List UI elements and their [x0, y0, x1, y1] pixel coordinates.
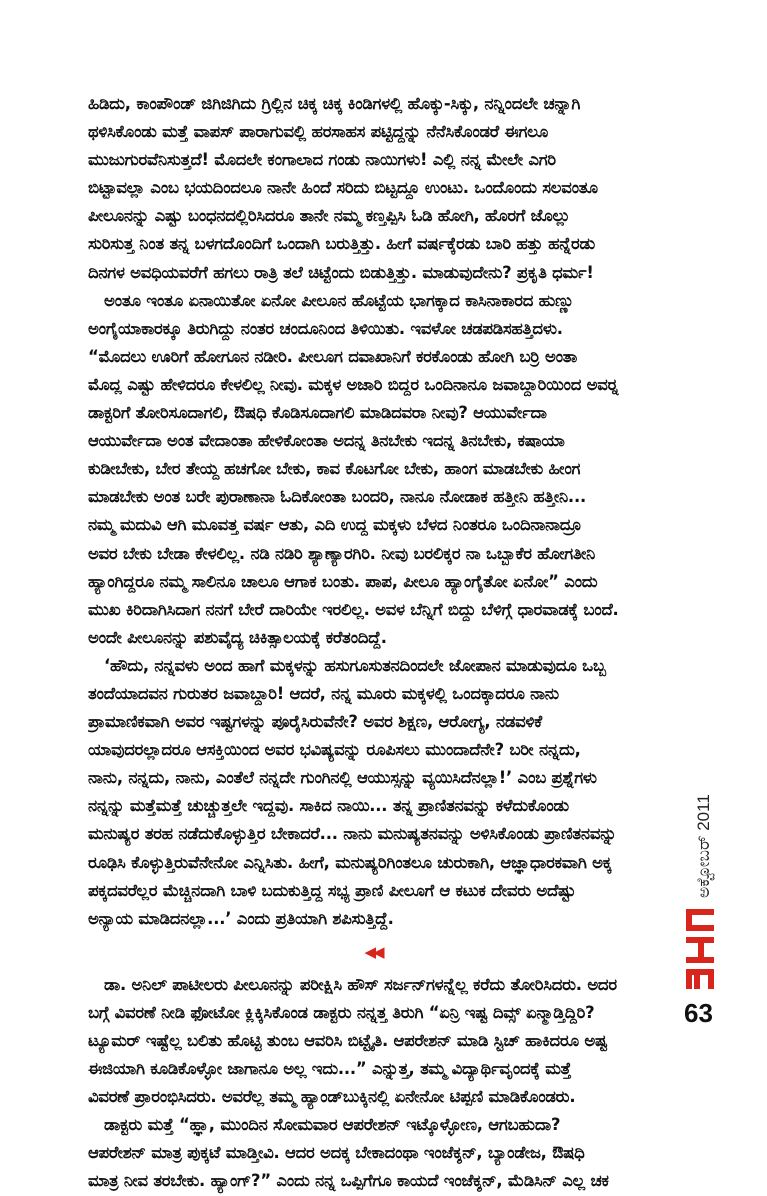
text-line: ದಿನಗಳ ಅವಧಿಯವರೆಗೆ ಹಗಲು ರಾತ್ರಿ ತಲೆ ಚಿಟ್ಟೆಂದು ಬಿಡುತ್ತಿತ್ತು. ಮಾಡುವುದೇನು? ಪ್ರಕೃತಿ ಧರ್ಮ! [88, 262, 594, 282]
text-line: ಅಂತೂ ಇಂತೂ ಏನಾಯಿತೋ ಏನೋ ಪೀಲೂನ ಹೊಟ್ಟೆಯ ಭಾಗಕ್ಕಾದ ಕಾಸಿನಾಕಾರದ ಹುಣ್ಣು [104, 290, 574, 310]
text-line: ‘ಹೌದು, ನನ್ನವಳು ಅಂದ ಹಾಗೆ ಮಕ್ಕಳನ್ನು ಹಸುಗೂಸುತನದಿಂದಲೇ ಜೋಪಾನ ಮಾಡುವುದೂ ಒಬ್ಬ [104, 655, 606, 675]
text-line: ಪಕ್ಕದವರೆಲ್ಲರ ಮೆಚ್ಚಿನದಾಗಿ ಬಾಳಿ ಬದುಕುತ್ತಿದ್ದ ಸಭ್ಯ ಪ್ರಾಣಿ ಪೀಲೂಗೆ ಆ ಕಟುಕ ದೇವರು ಅದೆಷ್ಟು [88, 880, 576, 900]
text-line: ಕುಡೀಬೇಕು, ಬೇರ ತೇಯ್ದ ಹಚಗೋ ಬೇಕು, ಕಾವ ಕೊಟಗೋ ಬೇಕು, ಹಾಂಗ ಮಾಡಬೇಕು ಹೀಂಗ [88, 459, 581, 479]
text-line: ಆಪರೇಶನ್ ಮಾತ್ರ ಪುಕ್ಕಟೆ ಮಾಡ್ತೀವಿ. ಆದರ ಅದಕ್ಕ ಬೇಕಾದಂಥಾ ಇಂಜೆಕ್ಶನ್, ಬ್ಯಾಂಡೇಜ, ಔಷಧಿ [88, 1143, 585, 1163]
text-line: ತಂದೆಯಾದವನ ಗುರುತರ ಜವಾಬ್ದಾರಿ! ಆದರೆ, ನನ್ನ ಮೂರು ಮಕ್ಕಳಲ್ಲಿ ಒಂದಕ್ಕಾದರೂ ನಾನು [88, 683, 559, 703]
text-line: ಹ್ಯಾಂಗಿದ್ದರೂ ನಮ್ಮ ಸಾಲಿನೂ ಚಾಲೂ ಆಗಾಕ ಬಂತು. ಪಾಪ, ಪೀಲೂ ಹ್ಯಾಂಗೈತೋ ಏನೋ” ಎಂದು [88, 571, 598, 591]
article-body [88, 90, 658, 1196]
text-line: ಪ್ರಾಮಾಣಿಕವಾಗಿ ಅವರ ಇಷ್ಟಗಳನ್ನು ಪೂರೈಸಿರುವೆನೇ? ಅವರ ಶಿಕ್ಷಣ, ಆರೋಗ್ಯ, ನಡವಳಿಕೆ [88, 712, 542, 732]
issue-date: ಅಕ್ಟೋಬರ್ 2011 [694, 794, 713, 898]
text-line: ಡಾ. ಅನಿಲ್ ಪಾಟೀಲರು ಪೀಲೂನನ್ನು ಪರೀಕ್ಷಿಸಿ ಹೌಸ್ ಸರ್ಜನ್‌ಗಳನ್ನೆಲ್ಲ ಕರೆದು ತೋರಿಸಿದರು. ಅದರ [104, 974, 617, 994]
magazine-logo [680, 905, 720, 993]
text-line: ಸುರಿಸುತ್ತ ನಿಂತ ತನ್ನ ಬಳಗದೊಂದಿಗೆ ಒಂದಾಗಿ ಬರುತ್ತಿತ್ತು. ಹೀಗೆ ವರ್ಷಕ್ಕೆರಡು ಬಾರಿ ಹತ್ತು ಹನ್ನೆರಡು [88, 234, 595, 254]
text-line: ಮಾತ್ರ ನೀವ ತರಬೇಕು. ಹ್ಯಾಂಗ್?” ಎಂದು ನನ್ನ ಒಪ್ಪಿಗೆಗೂ ಕಾಯದೆ ಇಂಜೆಕ್ಶನ್, ಮೆಡಿಸಿನ್ ಎಲ್ಲ ಚಕ [88, 1171, 609, 1191]
text-line: ನಾನು, ನನ್ನದು, ನಾನು, ಎಂತೆಲೆ ನನ್ನದೇ ಗುಂಗಿನಲ್ಲಿ ಆಯುಸ್ಸನ್ನು ವ್ಯಯಿಸಿದೆನಲ್ಲಾ!’ ಎಂಬ ಪ್ರಶ್ನೆಗಳು [88, 768, 597, 788]
text-line: ಮುಜುಗುರವೆನಿಸುತ್ತದೆ! ಮೊದಲೇ ಕಂಗಾಲಾದ ಗಂಡು ನಾಯಿಗಳು! ಎಲ್ಲಿ ನನ್ನ ಮೇಲೇ ಎಗರಿ [88, 150, 556, 170]
text-line: ಹಿಡಿದು, ಕಾಂಪೌಂಡ್ ಜಿಗಿಜಿಗಿದು ಗ್ರಿಲ್ಲಿನ ಚಿಕ್ಕ ಚಿಕ್ಕ ಕಿಂಡಿಗಳಲ್ಲಿ ಹೊಕ್ಕು-ಸಿಕ್ಕು, ನನ್ನಿಂದಲೇ ಚನ್ನಾಗಿ [88, 94, 581, 113]
text-line: ವಿವರಣೆ ಪ್ರಾರಂಭಿಸಿದರು. ಅವರೆಲ್ಲ ತಮ್ಮ ಹ್ಯಾಂಡ್‌ಬುಕ್ಕಿನಲ್ಲಿ ಏನೇನೋ ಟಿಪ್ಪಣಿ ಮಾಡಿಕೊಂಡರು. [88, 1087, 576, 1107]
text-line: ನನ್ನನ್ನು ಮತ್ತೆಮತ್ತೆ ಚುಚ್ಚುತ್ತಲೇ ಇದ್ದವು. ಸಾಕಿದ ನಾಯಿ... ತನ್ನ ಪ್ರಾಣಿತನವನ್ನು ಕಳೆದುಕೊಂಡು [88, 796, 569, 816]
text-line: ಪೀಲೂನನ್ನು ಎಷ್ಟು ಬಂಧನದಲ್ಲಿರಿಸಿದರೂ ತಾನೇ ನಮ್ಮ ಕಣ್ತಪ್ಪಿಸಿ ಓಡಿ ಹೋಗಿ, ಹೊರಗೆ ಜೊಲ್ಲು [88, 206, 571, 226]
text-line: ಯಾವುದರಲ್ಲಾದರೂ ಆಸಕ್ತಿಯಿಂದ ಅವರ ಭವಿಷ್ಯವನ್ನು ರೂಪಿಸಲು ಮುಂದಾದೆನೇ? ಬರೀ ನನ್ನದು, [88, 740, 581, 760]
text-line: ಅನ್ಯಾಯ ಮಾಡಿದನಲ್ಲಾ...’ ಎಂದು ಪ್ರತಿಯಾಗಿ ಶಪಿಸುತ್ತಿದ್ದೆ. [88, 908, 394, 928]
text-line: ಡಾಕ್ಟರಿಗೆ ತೋರಿಸೂದಾಗಲಿ, ಔಷಧಿ ಕೊಡಿಸೂದಾಗಲಿ ಮಾಡಿದವರಾ ನೀವು? ಆಯುರ್ವೇದಾ [88, 403, 547, 423]
page-number: 63 [684, 998, 713, 1028]
text-line: ಟ್ಯೂಮರ್ ಇಷ್ಟೆಲ್ಲ ಬಲಿತು ಹೊಟ್ಟಿ ತುಂಬ ಆವರಿಸಿ ಬಿಟ್ಟೈತಿ. ಆಪರೇಶನ್ ಮಾಡಿ ಸ್ಟಿಚ್ ಹಾಕಿದರೂ ಅಷ್ಟ [88, 1031, 608, 1050]
text-line: ಅವರ ಬೇಕು ಬೇಡಾ ಕೇಳಲಿಲ್ಲ. ನಡಿ ನಡಿರಿ ಶ್ಯಾಣ್ಯಾರಗಿರಿ. ನೀವು ಬರಲಿಕ್ಕರ ನಾ ಒಬ್ಬಾಕೆರ ಹೋಗತೀನಿ [88, 543, 596, 563]
text-line: ಡಾಕ್ಟರು ಮತ್ತೆ “ಹ್ಞಾ, ಮುಂದಿನ ಸೋಮವಾರ ಆಪರೇಶನ್ ಇಟ್ಕೊಳ್ಳೋಣ, ಆಗಬಹುದಾ? [104, 1115, 561, 1135]
text-line: ಅಂದೇ ಪೀಲೂನನ್ನು ಪಶುವೈದ್ಯ ಚಿಕಿತ್ಸಾಲಯಕ್ಕೆ ಕರೆತಂದಿದ್ದೆ. [88, 627, 387, 647]
text-line: ಬಗ್ಗೆ ವಿವರಣೆ ನೀಡಿ ಫೋಟೋ ಕ್ಲಿಕ್ಕಿಸಿಕೊಂಡ ಡಾಕ್ಟರು ನನ್ನತ್ತ ತಿರುಗಿ “ಏನ್ರಿ ಇಷ್ಟ ದಿವ್ಸ್ ಏನ್ಮಾಡ್ತಿದ್ದಿರಿ? [88, 1002, 595, 1022]
article-paragraph-3 [88, 652, 658, 933]
text-line: ರೂಢಿಸಿ ಕೊಳ್ಳುತ್ತಿರುವೆನೇನೋ ಎನ್ನಿಸಿತು. ಹೀಗೆ, ಮನುಷ್ಯರಿಗಿಂತಲೂ ಚುರುಕಾಗಿ, ಆಜ್ಞಾಧಾರಕವಾಗಿ ಅಕ್ಕ [88, 852, 612, 872]
text-line: ಮಾಡಬೇಕು ಅಂತ ಬರೇ ಪುರಾಣಾನಾ ಓದಿಕೋಂತಾ ಬಂದರಿ, ನಾನೂ ನೋಡಾಕ ಹತ್ತೀನಿ ಹತ್ತೀನಿ... [88, 487, 586, 507]
article-paragraph-5 [88, 1111, 658, 1195]
article-paragraph-1 [88, 90, 658, 287]
text-line: ನಮ್ಮ ಮದುವಿ ಆಗಿ ಮೂವತ್ತ ವರ್ಷ ಆತು, ಎದಿ ಉದ್ದ ಮಕ್ಕಳು ಬೆಳದ ನಿಂತರೂ ಒಂದಿನಾನಾದ್ರೂ [88, 515, 582, 535]
text-line: ಅಂಗೈಯಾಕಾರಕ್ಕೂ ತಿರುಗಿದ್ದು ನಂತರ ಚಂದೂನಿಂದ ತಿಳಿಯಿತು. ಇವಳೋ ಚಡಪಡಿಸಹತ್ತಿದಳು. [88, 318, 563, 338]
section-break-icon: ◀◀ [364, 942, 382, 961]
text-line: ಥಳಿಸಿಕೊಂಡು ಮತ್ತೆ ವಾಪಸ್ ಪಾರಾಗುವಲ್ಲಿ ಹರಸಾಹಸ ಪಟ್ಟಿದ್ದನ್ನು ನೆನೆಸಿಕೊಂಡರೆ ಈಗಲೂ [88, 122, 548, 142]
article-paragraph-2 [88, 287, 658, 652]
text-line: ಮುಖ ಕಿರಿದಾಗಿಸಿದಾಗ ನನಗೆ ಬೇರೆ ದಾರಿಯೇ ಇರಲಿಲ್ಲ. ಅವಳ ಬೆನ್ನಿಗೆ ಬಿದ್ದು ಬೆಳಿಗ್ಗೆ ಧಾರವಾಡಕ್ಕೆ ಬಂದೆ. [88, 599, 619, 619]
text-line: ಆಯುರ್ವೇದಾ ಅಂತ ವೇದಾಂತಾ ಹೇಳಿಕೋಂತಾ ಅದನ್ನ ತಿನಬೇಕು ಇದನ್ನ ತಿನಬೇಕು, ಕಷಾಯಾ [88, 431, 565, 451]
text-line: ಬಿಟ್ಟಾವಲ್ಲಾ ಎಂಬ ಭಯದಿಂದಲೂ ನಾನೇ ಹಿಂದೆ ಸರಿದು ಬಿಟ್ಟದ್ದೂ ಉಂಟು. ಒಂದೊಂದು ಸಲವಂತೂ [88, 178, 598, 198]
text-line: ಮೊದ್ಲ ಎಷ್ಟು ಹೇಳಿದರೂ ಕೇಳಲಿಲ್ಲ ನೀವು. ಮಕ್ಕಳ ಅಜಾರಿ ಬಿದ್ದರ ಒಂದಿನಾನೂ ಜವಾಬ್ದಾರಿಯಿಂದ ಅವರ್‍ನ [88, 374, 619, 394]
article-paragraph-4 [88, 971, 658, 1111]
text-line: ಮನುಷ್ಯರ ತರಹ ನಡೆದುಕೊಳ್ಳುತ್ತಿರ ಬೇಕಾದರೆ... ನಾನು ಮನುಷ್ಯತನವನ್ನು ಅಳಿಸಿಕೊಂಡು ಪ್ರಾಣಿತನವನ್ನು [88, 824, 617, 844]
text-line: ಈಜಿಯಾಗಿ ಕೂಡಿಕೊಳ್ಳೋ ಜಾಗಾನೂ ಅಲ್ಲ ಇದು...” ಎನ್ನುತ್ತ, ತಮ್ಮ ವಿದ್ಯಾರ್ಥಿವೃಂದಕ್ಕೆ ಮತ್ತೆ [88, 1059, 572, 1079]
text-line: “ಮೊದಲು ಊರಿಗೆ ಹೋಗೂನ ನಡೀರಿ. ಪೀಲೂಗ ದವಾಖಾನಿಗೆ ಕರಕೊಂಡು ಹೋಗಿ ಬರ್ರಿ ಅಂತಾ [88, 346, 578, 366]
